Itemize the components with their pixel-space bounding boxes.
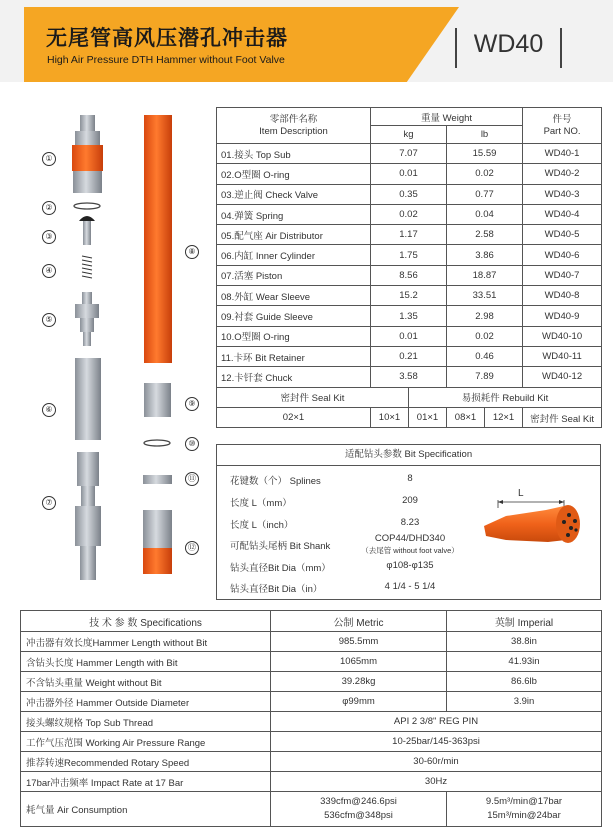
spec-name: 工作气压范围 Working Air Pressure Range	[21, 732, 271, 752]
part-weight-kg: 7.07	[371, 144, 447, 164]
wear-sleeve-part	[144, 115, 172, 363]
bit-spec-value: COP44/DHD340	[374, 533, 446, 544]
part-weight-lb: 0.02	[447, 326, 523, 346]
part-weight-lb: 0.77	[447, 184, 523, 204]
parts-table-row	[217, 144, 602, 164]
header-lb: lb	[447, 126, 523, 144]
part-number: WD40-7	[523, 265, 602, 285]
spec-value: 30-60r/min	[271, 752, 602, 772]
parts-table-row	[217, 164, 602, 184]
parts-table-row	[217, 184, 602, 204]
part-number: WD40-4	[523, 204, 602, 224]
rebuild-kit-label: 易损耗件 Rebuild Kit	[409, 387, 602, 407]
tech-spec-table	[20, 610, 602, 827]
part-weight-kg: 0.01	[371, 326, 447, 346]
callout-6: ⑥	[42, 403, 56, 417]
part-weight-lb: 0.46	[447, 346, 523, 366]
part-number: WD40-11	[523, 346, 602, 366]
part-weight-lb: 0.02	[447, 164, 523, 184]
kit-value: 密封件 Seal Kit	[523, 407, 602, 427]
top-sub-part	[72, 115, 103, 193]
spec-row	[21, 632, 602, 652]
spec-row	[21, 772, 602, 792]
spec-imperial: 3.9in	[447, 692, 602, 712]
bit-spec-value: 4 1/4 - 5 1/4	[384, 581, 436, 592]
part-name: 07.活塞 Piston	[217, 265, 371, 285]
header-kg: kg	[371, 126, 447, 144]
spec-imperial: 41.93in	[447, 652, 602, 672]
spec-value: API 2 3/8" REG PIN	[271, 712, 602, 732]
spec-metric: 985.5mm	[271, 632, 447, 652]
part-weight-kg: 3.58	[371, 367, 447, 387]
part-weight-lb: 0.04	[447, 204, 523, 224]
callout-11: ⑪	[185, 472, 199, 486]
part-name: 10.O型圈 O-ring	[217, 326, 371, 346]
bit-spec-label: 可配钻头尾柄 Bit Shank	[230, 541, 331, 552]
chuck-part	[143, 510, 172, 574]
title-chinese: 无尾管高风压潜孔冲击器	[46, 26, 288, 50]
header-item-description: 零部件名称 Item Description	[217, 108, 371, 144]
callout-9: ⑨	[185, 397, 199, 411]
part-name: 11.卡环 Bit Retainer	[217, 346, 371, 366]
header-part-no: 件号 Part NO.	[523, 108, 602, 144]
part-name: 01.接头 Top Sub	[217, 144, 371, 164]
spec-imperial: 86.6lb	[447, 672, 602, 692]
callout-5: ⑤	[42, 313, 56, 327]
parts-table-row	[217, 346, 602, 366]
part-number: WD40-3	[523, 184, 602, 204]
bit-retainer-part	[143, 475, 172, 484]
parts-table	[216, 107, 602, 428]
part-weight-kg: 8.56	[371, 265, 447, 285]
bit-spec-note: （去尾管 without foot valve）	[361, 546, 459, 555]
part-name: 06.内缸 Inner Cylinder	[217, 245, 371, 265]
inner-cylinder-part	[75, 358, 101, 440]
part-name: 02.O型圈 O-ring	[217, 164, 371, 184]
part-name: 03.逆止阀 Check Valve	[217, 184, 371, 204]
header-metric: 公制 Metric	[271, 611, 447, 632]
title-english: High Air Pressure DTH Hammer without Foot Valve	[47, 54, 285, 66]
part-number: WD40-10	[523, 326, 602, 346]
drill-bit-illustration	[476, 488, 588, 560]
spec-value: 10-25bar/145-363psi	[271, 732, 602, 752]
callout-7: ⑦	[42, 496, 56, 510]
o-ring-part	[144, 440, 170, 446]
seal-kit-label: 密封件 Seal Kit	[217, 387, 409, 407]
air-distributor-part	[75, 292, 99, 346]
bit-spec-label: 长度 L（inch）	[230, 520, 294, 531]
part-weight-kg: 1.35	[371, 306, 447, 326]
spec-name: 冲击器外径 Hammer Outside Diameter	[21, 692, 271, 712]
parts-table-row	[217, 286, 602, 306]
bit-spec-label: 花键数（个） Splines	[230, 476, 321, 487]
model-number: WD40	[473, 30, 544, 58]
length-dimension-label: L	[518, 488, 524, 499]
spec-imperial: 9.5m³/min@17bar 15m³/min@24bar	[447, 792, 602, 827]
spec-row	[21, 752, 602, 772]
part-weight-lb: 7.89	[447, 367, 523, 387]
bit-spec-title: 适配钻头参数 Bit Specification	[216, 444, 601, 466]
part-number: WD40-5	[523, 225, 602, 245]
part-weight-lb: 33.51	[447, 286, 523, 306]
parts-table-row	[217, 326, 602, 346]
part-weight-kg: 1.75	[371, 245, 447, 265]
o-ring-part	[74, 203, 100, 209]
bit-spec-label: 钻头直径Bit Dia（mm）	[230, 563, 331, 574]
parts-table-row	[217, 225, 602, 245]
kit-value: 12×1	[485, 407, 523, 427]
part-number: WD40-2	[523, 164, 602, 184]
callout-1: ①	[42, 152, 56, 166]
part-number: WD40-9	[523, 306, 602, 326]
bit-spec-label: 长度 L（mm）	[230, 498, 292, 509]
spec-metric: 1065mm	[271, 652, 447, 672]
callout-2: ②	[42, 201, 56, 215]
header-specifications: 技 术 参 数 Specifications	[21, 611, 271, 632]
spec-row	[21, 712, 602, 732]
part-number: WD40-1	[523, 144, 602, 164]
part-weight-lb: 18.87	[447, 265, 523, 285]
guide-sleeve-part	[144, 383, 171, 417]
spec-row	[21, 692, 602, 712]
parts-table-row	[217, 306, 602, 326]
piston-part	[75, 452, 101, 580]
spec-name: 含钻头长度 Hammer Length with Bit	[21, 652, 271, 672]
parts-table-row	[217, 245, 602, 265]
part-weight-lb: 2.58	[447, 225, 523, 245]
part-name: 05.配气座 Air Distributor	[217, 225, 371, 245]
header-weight: 重量 Weight	[371, 108, 523, 126]
part-weight-kg: 0.35	[371, 184, 447, 204]
parts-table-row	[217, 204, 602, 224]
parts-table-row	[217, 367, 602, 387]
bit-spec-value: 209	[402, 495, 418, 506]
bit-spec-value: 8	[407, 473, 413, 484]
part-number: WD40-8	[523, 286, 602, 306]
bit-spec-label: 钻头直径Bit Dia（in）	[230, 584, 323, 595]
kit-value: 01×1	[409, 407, 447, 427]
bit-spec-value: φ108-φ135	[386, 560, 434, 571]
part-name: 12.卡钎套 Chuck	[217, 367, 371, 387]
spec-name: 推荐转速Recommended Rotary Speed	[21, 752, 271, 772]
part-number: WD40-6	[523, 245, 602, 265]
spec-value: 30Hz	[271, 772, 602, 792]
spec-name: 不含钻头重量 Weight without Bit	[21, 672, 271, 692]
part-number: WD40-12	[523, 367, 602, 387]
exploded-parts-drawing	[20, 100, 215, 590]
spec-name: 17bar冲击频率 Impact Rate at 17 Bar	[21, 772, 271, 792]
spec-name: 接头螺纹规格 Top Sub Thread	[21, 712, 271, 732]
parts-table-row	[217, 265, 602, 285]
header-imperial: 英制 Imperial	[447, 611, 602, 632]
part-name: 08.外缸 Wear Sleeve	[217, 286, 371, 306]
part-weight-lb: 15.59	[447, 144, 523, 164]
spec-name: 耗气量 Air Consumption	[21, 792, 271, 827]
kit-value: 10×1	[371, 407, 409, 427]
callout-8: ⑧	[185, 245, 199, 259]
spec-row	[21, 652, 602, 672]
part-name: 09.衬套 Guide Sleeve	[217, 306, 371, 326]
spec-name: 冲击器有效长度Hammer Length without Bit	[21, 632, 271, 652]
spring-part	[82, 256, 92, 278]
check-valve-part	[79, 216, 95, 245]
part-weight-kg: 0.02	[371, 204, 447, 224]
part-weight-kg: 0.01	[371, 164, 447, 184]
spec-metric: φ99mm	[271, 692, 447, 712]
callout-12: ⑫	[185, 541, 199, 555]
spec-imperial: 38.8in	[447, 632, 602, 652]
part-weight-lb: 2.98	[447, 306, 523, 326]
part-name: 04.弹簧 Spring	[217, 204, 371, 224]
spec-row	[21, 672, 602, 692]
kit-value: 08×1	[447, 407, 485, 427]
spec-metric: 39.28kg	[271, 672, 447, 692]
callout-3: ③	[42, 230, 56, 244]
spec-row	[21, 732, 602, 752]
part-weight-kg: 15.2	[371, 286, 447, 306]
part-weight-kg: 0.21	[371, 346, 447, 366]
bit-spec-value: 8.23	[400, 517, 420, 528]
spec-metric: 339cfm@246.6psi 536cfm@348psi	[271, 792, 447, 827]
kit-value: 02×1	[217, 407, 371, 427]
callout-10: ⑩	[185, 437, 199, 451]
callout-4: ④	[42, 264, 56, 278]
part-weight-kg: 1.17	[371, 225, 447, 245]
part-weight-lb: 3.86	[447, 245, 523, 265]
